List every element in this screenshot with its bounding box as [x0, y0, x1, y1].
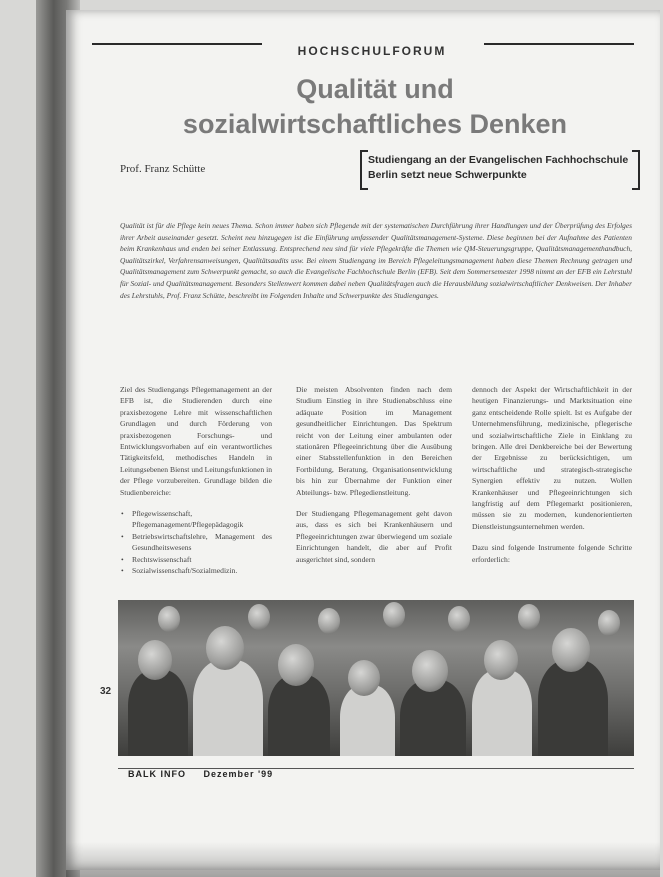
- section-label: HOCHSCHULFORUM: [297, 44, 447, 58]
- person-silhouette: [193, 660, 263, 756]
- article-headline: [120, 72, 630, 142]
- intro-paragraph: Qualität ist für die Pflege kein neues Thema. Schon immer haben sich Pflegende mit der systematischen Durchführung ihrer Handlungen und der Überprüfung des Erfolges ihrer Arbeit auseinander gesetzt. Scheint neu hinzugegen ist die Einführung umfassender Qualitätsmanagement-Systeme. Diese beginnen bei der Aufnahme des Patienten beim Krankenhaus und enden bei seiner Entlassung. Entsprechend neu sind für viele Pflegekräfte die Themen wie QM-Steuerungsgruppe, Qualitätsmanagementhandbuch, Qualitätszirkel, Verfahrensanweisungen, Qualitätsaudits usw. Bei einem Studiengang im Bereich Pflegeleitungsmanagement haben diese Themen Rechnung getragen und Qualitätsmanagement zum Schwerpunkt gemacht, so auch die Evangelische Fachhochschule Berlin (EFB). Seit dem Sommersemester 1998 nimmt an der EFB ein Lehrstuhl für Sozial- und Qualitätsmanagement. Besonders Stellenwert kommen dabei neben Qualitätsfragen auch die Herausbildung sozialwirtschaftlicher Denkweisen. Der Inhaber des Lehrstuhls, Prof. Franz Schütte, beschreibt im Folgenden Inhalte und Schwerpunkte des Studienganges.: [120, 221, 632, 300]
- person-head: [598, 610, 620, 636]
- person-silhouette: [472, 670, 532, 756]
- footer-magazine: BALK INFO: [128, 769, 186, 779]
- column-2-paragraph-2: Der Studiengang Pflegemanagement geht davon aus, dass es sich bei Krankenhäusern und Pflegeeinrichtungen zwar überwiegend um soziale Einrichtungen handelt, die aber auf Profit ausgerichtet sind, sondern: [296, 509, 452, 564]
- column-1-paragraph: Ziel des Studiengangs Pflegemanagement an der EFB ist, die Studierenden durch eine praxisbezogene Lehre mit wissenschaftlichen Grundlagen und durch Förderung von praxisbezogenen Forschungs- und Entwicklungsvorhaben auf ein verantwortliches Tätigkeitsfeld, methodisches Handeln in Leitungsebenen Bienst und Leitungsfunktionen in der Pflege vorzubereiten. Grundlage bilden die Studienbereiche:: [120, 385, 272, 497]
- column-2-paragraph-1: Die meisten Absolventen finden nach dem Studium Einstieg in ihre Studienabschluss eine adäquate Position im Management gesundheitlicher Einrichtungen. Das Spektrum reicht von der Leitung einer ambulanten oder stationären Pflegeeinrichtung über die Ausübung einer Stabsstellenfunktion in den Bereichen Fortbildung, Beratung, Organisationsentwicklung bis hin zur Übernahme der Funktion einer Abteilungs- bzw. Pflegedienstleitung.: [296, 385, 452, 497]
- top-rule-left: [92, 43, 262, 45]
- person-head: [206, 626, 244, 670]
- author-byline: Prof. Franz Schütte: [120, 163, 206, 175]
- footer-issue: Dezember '99: [203, 769, 274, 779]
- column-3-paragraph-1: dennoch der Aspekt der Wirtschaftlichkeit in der heutigen Finanzierungs- und Marktsituation eine ganz entscheidende Rolle spielt. Ist es Aufgabe der Unternehmensführung, medizinische, pflegerische und sozialwirtschaftliche Ziele in Einklang zu bringen. Alle drei Denkbereiche bei der Bewertung der Ergebnisse zu berücksichtigen, um wirtschaftliche und strategisch-strategische Synergien effektiv zu nutzen. Wollen Krankenhäuser und Pflegeeinrichtungen sich langfristig auf dem Pflegemarkt positionieren, müssen sie zu modernen, kundenorientierten Dienstleistungsunternehmen werden.: [472, 385, 632, 531]
- person-head: [318, 608, 340, 634]
- footer: [128, 769, 287, 779]
- bracket-left: [360, 150, 368, 190]
- person-silhouette: [268, 675, 330, 756]
- list-item: • Sozialwissenschaft/Sozialmedizin.: [130, 565, 272, 576]
- headline-line-2: sozialwirtschaftliches Denken: [182, 109, 568, 139]
- list-item: • Betriebswirtschaftslehre, Management des Gesundheitswesens: [130, 531, 272, 554]
- subtitle-line-1: Studiengang an der Evangelischen Fachhochschule: [368, 154, 629, 166]
- subtitle-line-2: Berlin setzt neue Schwerpunkte: [368, 169, 527, 181]
- person-head: [248, 604, 270, 630]
- person-head: [484, 640, 518, 680]
- page-number: 32: [100, 686, 112, 697]
- column-2: [296, 384, 452, 575]
- bracket-right: [632, 150, 640, 190]
- person-head: [412, 650, 448, 692]
- column-1: [120, 384, 272, 577]
- top-rule-right: [484, 43, 634, 45]
- column-3-paragraph-2: Dazu sind folgende Instrumente folgende Schritte erforderlich:: [472, 543, 632, 564]
- person-head: [278, 644, 314, 686]
- page-shadow: [66, 842, 660, 877]
- person-head: [518, 604, 540, 630]
- person-silhouette: [340, 685, 395, 756]
- study-areas-list: [120, 508, 272, 576]
- headline-line-1: Qualität und: [296, 74, 454, 104]
- person-silhouette: [538, 660, 608, 756]
- person-head: [448, 606, 470, 632]
- person-head: [348, 660, 380, 696]
- column-3: [472, 384, 632, 575]
- list-item: • Rechtswissenschaft: [130, 554, 272, 565]
- person-head: [158, 606, 180, 632]
- person-head: [138, 640, 172, 680]
- article-subtitle: [368, 153, 630, 183]
- person-silhouette: [128, 670, 188, 756]
- list-item: • Pflegewissenschaft, Pflegemanagement/Pflegepädagogik: [130, 508, 272, 531]
- person-head: [552, 628, 590, 672]
- audience-photo: [118, 600, 634, 756]
- person-head: [383, 602, 405, 628]
